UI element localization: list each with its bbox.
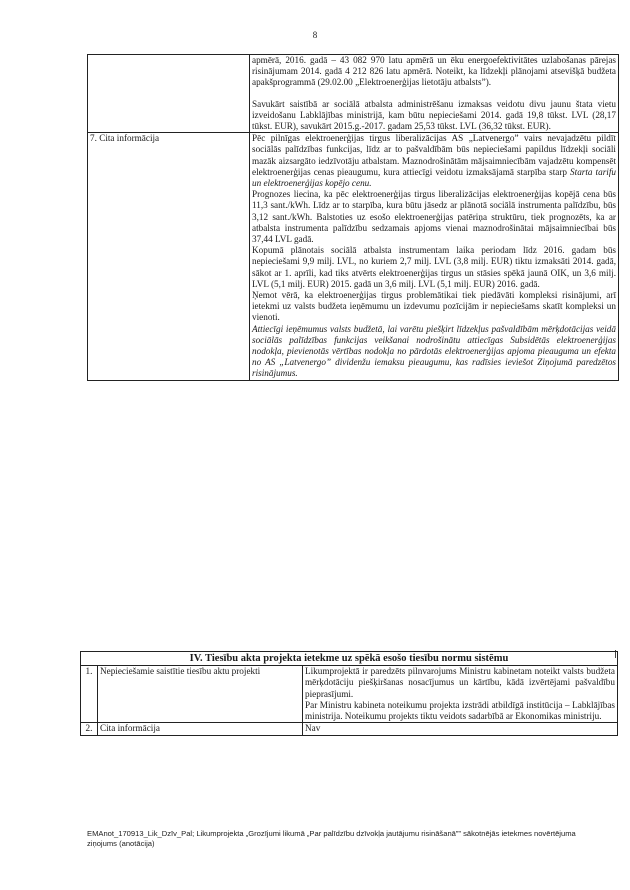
- row-number: 2.: [81, 723, 98, 735]
- budget-paragraph: apmērā, 2016. gadā – 43 082 970 latu apmērā un ēku energoefektivitātes uzlabošanas pārejas risinājumam 2014. gadā 4 212 826 latu apmērā. Noteikt, ka līdzekļi plānojami atsevišķā budžeta apakšprogrammā (29.02.00 „Elektroenerģijas lietotāju atbalsts”).: [252, 55, 616, 88]
- section4-title: IV. Tiesību akta projekta ietekme uz spēkā esošo tiesību normu sistēmu: [81, 652, 618, 666]
- empty-label-cell: [88, 55, 250, 133]
- row-number: 1.: [81, 666, 98, 723]
- revenue-paragraph: Attiecīgi ieņēmumus valsts budžetā, lai varētu piešķirt līdzekļus pašvaldībām mērķdotācijas veidā sociālās palīdzības funkcijas veikšanai nodrošinātu attiecīgas Subsidētās elektroenerģijas nodokļa, pievienotās vērtības nodokļa no pārdotās elektroenerģijas apjoma pieauguma un efekta no AS „Latvenergo” dividenžu iemaksu pieaugumu, kas radīsies ieviešot Ziņojumā paredzētos risinājumus.: [252, 323, 616, 379]
- section4-row: [81, 723, 618, 735]
- other-info-cell: [250, 133, 619, 380]
- other-info-row: [88, 133, 619, 380]
- row-content: [303, 666, 618, 723]
- liberalization-paragraph: [252, 133, 616, 189]
- section4-row: [81, 666, 618, 723]
- admin-cost-paragraph: Savukārt saistībā ar sociālā atbalsta administrēšanu izmaksas veidotu divu jaunu štata vietu izveidošanu Labklājības ministrijā, kam būtu nepieciešami 2014. gadā 19,8 tūkst. LVL (28,17 tūkst. EUR), savukārt 2015.g.-2017. gadam 25,53 tūkst. LVL (36,32 tūkst. EUR).: [252, 98, 616, 132]
- complex-solution-paragraph: Ņemot vērā, ka elektroenerģijas tirgus problemātikai tiek piedāvāti kompleksi risinājumi, arī ietekmi uz valsts budžeta ieņēmumu un izdevumu pozīcijām ir nepieciešams skatīt kompleksi un vienoti.: [252, 290, 616, 323]
- liberalization-text: Pēc pilnīgas elektroenerģijas tirgus liberalizācijas AS „Latvenergo” vairs nevajadzētu pildīt sociālās palīdzības funkcijas, līdz ar to pašvaldībām būs nepieciešami papildus līdzekļi sociāli mazāk aizsargāto iedzīvotāju atbalstam. Maznodrošinātām mājsaimniecībām vajadzētu kompensēt elektroenerģijas cenas pieaugumu, kura attiecīgi veidotu izmaksājamā starpība starp: [252, 133, 616, 177]
- row-paragraph: Nav: [305, 723, 321, 734]
- page-number: 8: [312, 30, 318, 40]
- document-footer: [87, 829, 607, 849]
- section4-header-row: [81, 652, 618, 666]
- total-cost-paragraph: Kopumā plānotais sociālā atbalsta instrumentam laika periodam līdz 2016. gadam būs nepieciešami 9,9 milj. LVL, no kuriem 2,7 milj. LVL (3,8 milj. EUR) tiktu izmaksāti 2014. gadā, sākot ar 1. aprīli, kad tiks atvērts elektroenerģijas tirgus un stāsies spēkā jaunā OIK, un 3,6 milj. LVL (5,1 milj. EUR) 2015. gadā un 3,6 milj. LVL (5,1 milj. EUR) 2016. gadā.: [252, 245, 616, 289]
- section4-table: [80, 651, 618, 736]
- row-label: Nepieciešamie saistītie tiesību aktu projekti: [98, 666, 303, 723]
- liberalization-italic: Starta tarifu un elektroenerģijas kopējo cenu.: [252, 166, 616, 189]
- budget-cell: [250, 55, 619, 133]
- row-paragraph: Par Ministru kabineta noteikumu projekta izstrādi atbildīgā institūcija – Labklājības ministrija. Noteikumu projekts tiktu veidots sadarbībā ar Ekonomikas ministriju.: [305, 699, 615, 722]
- budget-row: [88, 55, 619, 133]
- row-content: [303, 723, 618, 735]
- forecast-paragraph: Prognozes liecina, ka pēc elektroenerģijas tirgus liberalizācijas elektroenerģijas kopējā cena būs 11,3 sant./kWh. Līdz ar to starpība, kura būtu jāsedz ar plānotā sociālā instrumenta palīdzību, būs 3,12 sant./kWh. Balstoties uz esošo elektroenerģijas patēriņa struktūru, tiek prognozēts, ka ar atbalsta instrumenta palīdzību sedzamais apjoms vienai maznodrošinātai mājsaimniecībai būs 37,44 LVL gadā.: [252, 189, 616, 245]
- footer-text: EMAnot_170913_Lik_Dzīv_Pal; Likumprojekta „Grozījumi likumā „Par palīdzību dzīvokļa jautājumu risināšanā”” sākotnējās ietekmes novērtējuma ziņojums (anotācija): [87, 829, 576, 848]
- row-paragraph: Likumprojektā ir paredzēts pilnvarojums Ministru kabinetam noteikt valsts budžeta mērķdotāciju piešķiršanas nosacījumus un kārtību, kādā izvērtējami pašvaldību pieprasījumi.: [305, 666, 615, 699]
- section3-table: [87, 54, 619, 381]
- other-info-label: 7. Cita informācija: [88, 133, 250, 380]
- row-label: Cita informācija: [98, 723, 303, 735]
